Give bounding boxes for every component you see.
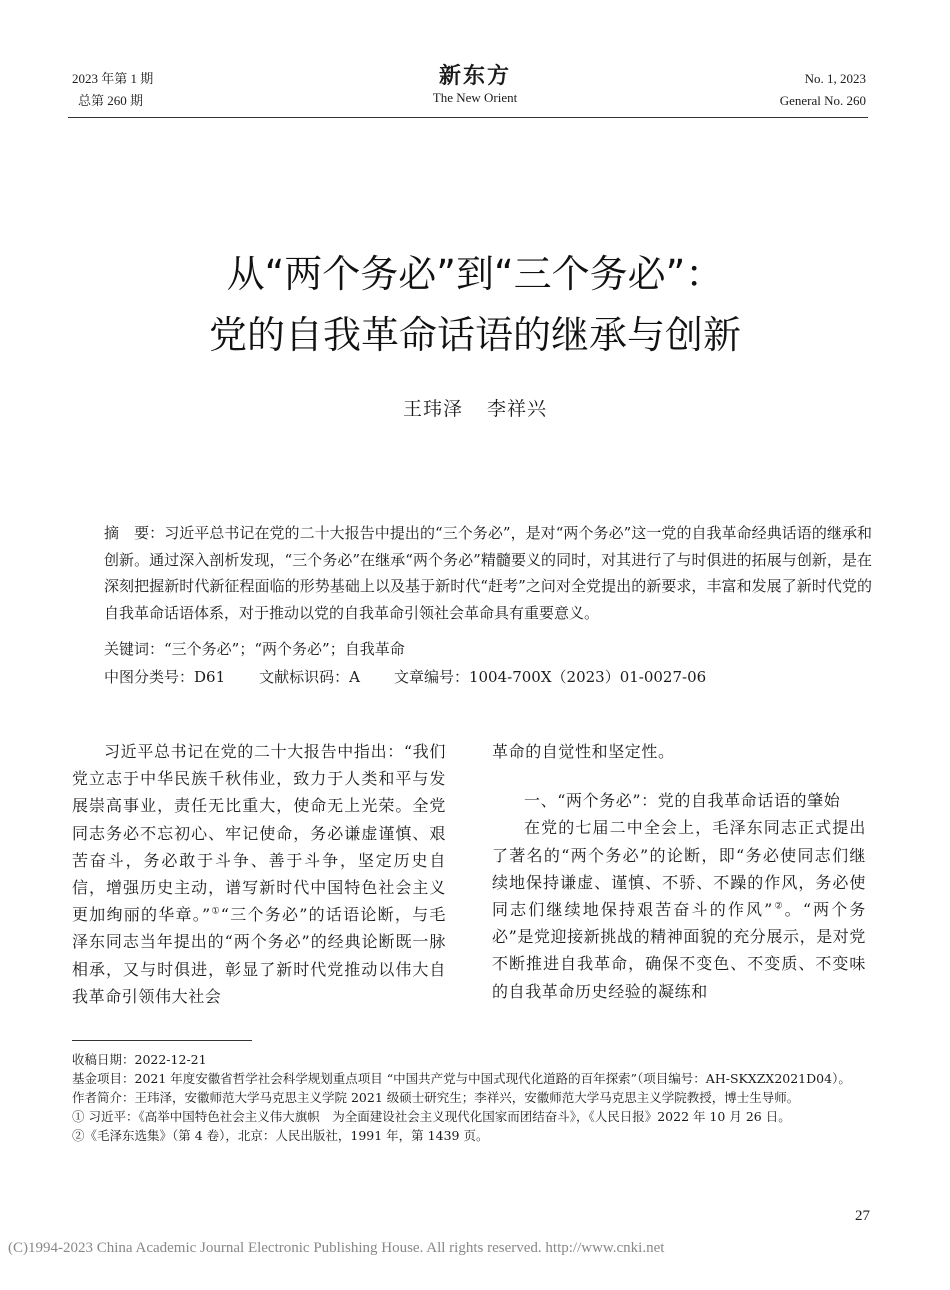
article-title-line2: 党的自我革命话语的继承与创新 — [208, 313, 741, 357]
section-heading: 一、“两个务必”：党的自我革命话语的肇始 — [524, 791, 841, 811]
body-column-right — [492, 738, 866, 1005]
keywords-text: “三个务必”；“两个务必”；自我革命 — [164, 640, 405, 658]
body-paragraph — [492, 814, 866, 1004]
abstract-text: 习近平总书记在党的二十大报告中提出的“三个务必”，是对“两个务必”这一党的自我革命经典话语的继承和创新。通过深入剖析发现，“三个务必”在继承“两个务必”精髓要义的同时，对其进行了与时俱进的拓展与创新，是在深刻把握新时代新征程面临的形势基础上以及基于新时代“赶考”之问对全党提出的新要求，丰富和发展了新时代党的自我革命话语体系，对于推动以党的自我革命引领社会革命具有重要意义。 — [104, 524, 872, 622]
header-general-no: General No. 260 — [779, 93, 866, 108]
body-paragraph-continued: 革命的自觉性和坚定性。 — [492, 742, 675, 761]
footnote-1: ① 习近平：《高举中国特色社会主义伟大旗帜 为全面建设社会主义现代化国家而团结奋斗》，《人民日报》2022 年 10 月 26 日。 — [72, 1109, 791, 1124]
header-issue — [72, 68, 153, 112]
classification-info — [104, 664, 872, 690]
footnote-rule — [72, 1040, 252, 1041]
article-title-line1: 从“两个务必”到“三个务必”： — [226, 252, 724, 296]
received-date: 收稿日期：2022-12-21 — [72, 1052, 207, 1067]
header-issue-year: 2023 年第 1 期 — [72, 71, 154, 86]
footnote-ref-1[interactable]: ① — [210, 906, 221, 917]
abstract — [104, 520, 872, 626]
document-code: 文献标识码：A — [259, 668, 360, 686]
authors — [0, 394, 950, 421]
copyright-notice: (C)1994-2023 China Academic Journal Electronic Publishing House. All rights reserved. http://www.cnki.net — [8, 1240, 665, 1256]
journal-logo: 新东方 — [438, 63, 511, 89]
footnotes — [72, 1050, 872, 1145]
body-paragraph-cont: “三个务必”的话语论断，与毛泽东同志当年提出的“两个务必”的经典论断既一脉相承，又与时俱进，彰显了新时代党推动以伟大自我革命引领伟大社会 — [72, 905, 447, 1006]
page-number: 27 — [855, 1208, 870, 1224]
body-paragraph-text: 习近平总书记在党的二十大报告中指出：“我们党立志于中华民族千秋伟业，致力于人类和平与发展崇高事业，责任无比重大，使命无上光荣。全党同志务必不忘初心、牢记使命，务必谦虚谨慎、艰苦奋斗，务必敢于斗争、善于斗争，坚定历史自信，增强历史主动，谱写新时代中国特色社会主义更加绚丽的华章。” — [72, 742, 446, 925]
clc-number: 中图分类号：D61 — [104, 668, 226, 686]
abstract-label: 摘 要： — [104, 524, 165, 542]
body-column-left — [72, 738, 446, 1010]
header-issue-en — [780, 68, 866, 112]
fund-info: 基金项目：2021 年度安徽省哲学社会科学规划重点项目 “中国共产党与中国式现代化道路的百年探索”（项目编号：AH-SKXZX2021D04）。 — [72, 1071, 851, 1086]
author-bio: 作者简介：王玮泽，安徽师范大学马克思主义学院 2021 级硕士研究生；李祥兴，安徽师范大学马克思主义学院教授，博士生导师。 — [72, 1090, 800, 1105]
article-number: 文章编号：1004-700X（2023）01-0027-06 — [393, 668, 707, 686]
keywords — [104, 636, 872, 662]
author-2: 李祥兴 — [487, 398, 548, 420]
header-issue-total: 总第 260 期 — [78, 93, 144, 108]
header-issue-no: No. 1, 2023 — [804, 71, 866, 86]
journal-masthead — [375, 62, 575, 106]
keywords-label: 关键词： — [104, 640, 165, 658]
body-paragraph-end: 。“两个务必”是党迎接新挑战的精神面貌的充分展示，是对党不断推进自我革命，确保不变色、不变质、不变味的自我革命历史经验的凝练和 — [492, 900, 867, 1001]
body-paragraph — [72, 738, 446, 1010]
journal-english-name: The New Orient — [432, 90, 518, 105]
body-paragraph-text: 在党的七届二中全会上，毛泽东同志正式提出了著名的“两个务必”的论断，即“务必使同志们继续地保持谦虚、谨慎、不骄、不躁的作风，务必使同志们继续地保持艰苦奋斗的作风” — [492, 818, 866, 920]
author-1: 王玮泽 — [402, 398, 463, 420]
footnote-ref-2[interactable]: ② — [772, 901, 785, 912]
header-rule — [68, 117, 868, 118]
footnote-2: ②《毛泽东选集》（第 4 卷），北京：人民出版社，1991 年，第 1439 页。 — [72, 1128, 489, 1143]
